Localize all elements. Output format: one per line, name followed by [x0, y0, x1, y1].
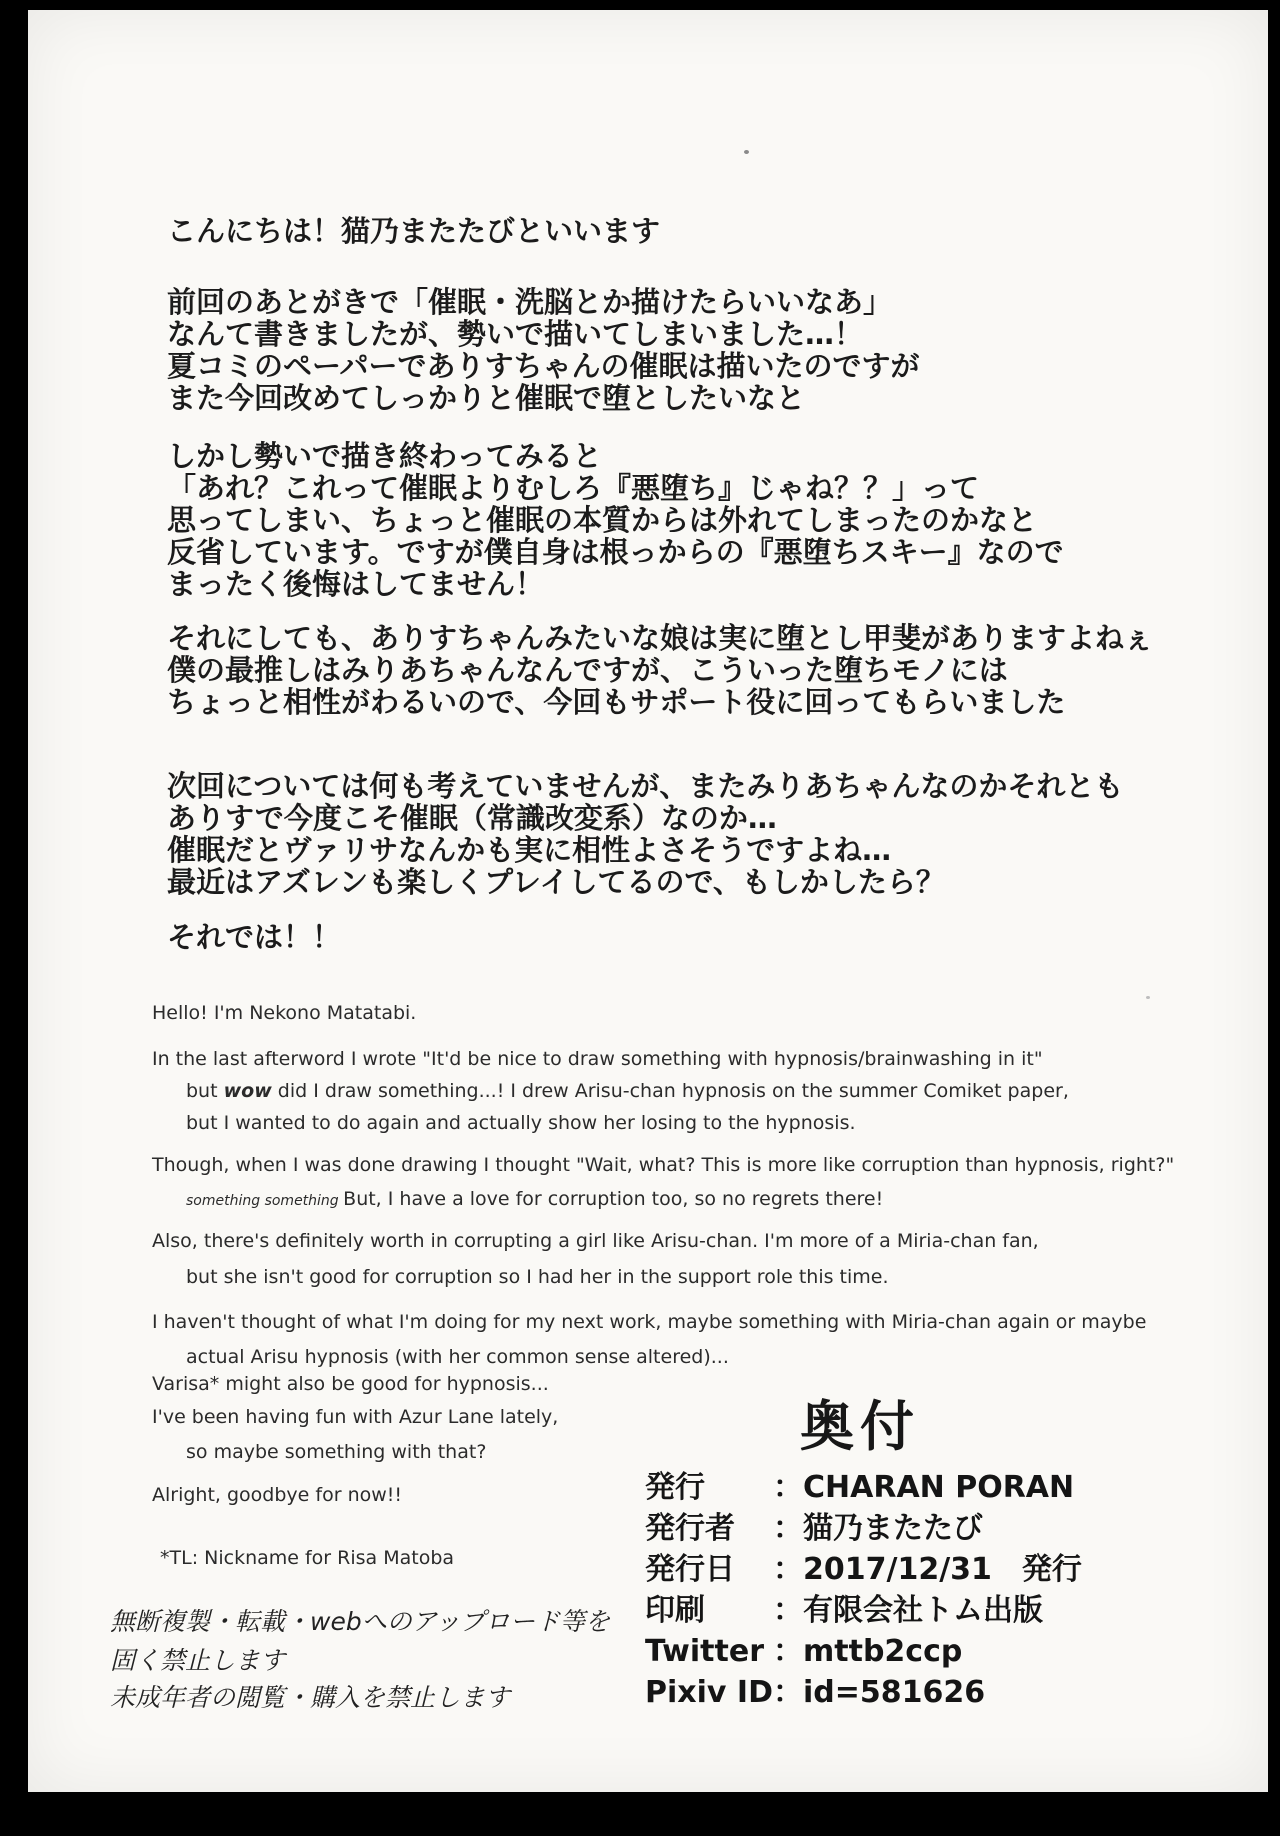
- en-text-line: [152, 1483, 402, 1507]
- en-text-segment: but: [186, 1080, 224, 1102]
- jp-text-line: まったく後悔はしてません！: [167, 567, 545, 601]
- en-text-segment: wow: [223, 1080, 272, 1102]
- colophon-value: CHARAN PORAN: [803, 1470, 1075, 1505]
- en-text-line: [186, 1345, 729, 1369]
- scan-speck: [1146, 996, 1150, 999]
- jp-text-line: ちょっと相性がわるいので、今回もサポート役に回ってもらいました: [167, 685, 1066, 719]
- jp-text-line: 前回のあとがきで「催眠・洗脳とか描けたらいいなあ」: [167, 285, 893, 319]
- jp-text-line: それにしても、ありすちゃんみたいな娘は実に堕とし甲斐がありますよねぇ: [167, 621, 1154, 655]
- scan-speck: [744, 150, 749, 154]
- en-text-segment: In the last afterword I wrote "It'd be nice to draw something with hypnosis/brainwashing in it": [152, 1048, 1043, 1070]
- en-text-line: [186, 1265, 889, 1289]
- colophon-title: 奥付: [800, 1395, 920, 1458]
- en-text-segment: Hello! I'm Nekono Matatabi.: [152, 1002, 417, 1024]
- jp-text-line: 僕の最推しはみりあちゃんなんですが、こういった堕ちモノには: [167, 653, 1008, 687]
- en-text-line: [152, 1405, 558, 1429]
- en-text-line: [152, 1372, 549, 1396]
- colophon-value: 猫乃またたび: [803, 1511, 983, 1546]
- colophon-value: 有限会社トム出版: [803, 1593, 1043, 1628]
- colophon-separator: ：: [773, 1675, 803, 1710]
- en-text-line: [186, 1440, 486, 1464]
- copyright-warning-line: 固く禁止します: [110, 1646, 286, 1675]
- colophon-label: 発行日: [645, 1552, 735, 1587]
- en-text-segment: I haven't thought of what I'm doing for my next work, maybe something with Miria-chan again or maybe: [152, 1311, 1147, 1333]
- en-text-segment: But, I have a love for corruption too, so no regrets there!: [343, 1188, 884, 1210]
- en-text-line: [152, 1153, 1174, 1177]
- colophon-separator: ：: [773, 1511, 803, 1546]
- colophon-row: [645, 1470, 1082, 1511]
- colophon-row: [645, 1634, 1082, 1675]
- en-text-segment: but she isn't good for corruption so I had her in the support role this time.: [186, 1266, 889, 1288]
- en-text-line: [152, 1310, 1146, 1334]
- en-text-segment: actual Arisu hypnosis (with her common sense altered)...: [186, 1346, 729, 1368]
- jp-paragraph: [167, 921, 341, 953]
- en-text-segment: Alright, goodbye for now!!: [152, 1484, 403, 1506]
- jp-text-line: 次回については何も考えていませんが、またみりあちゃんなのかそれとも: [167, 769, 1124, 803]
- colophon-value: 2017/12/31 発行: [803, 1552, 1082, 1587]
- jp-paragraph: [167, 440, 1064, 600]
- jp-text-line: しかし勢いで描き終わってみると: [167, 439, 602, 473]
- en-text-segment: something something: [186, 1193, 344, 1209]
- colophon-label: Twitter: [645, 1634, 764, 1669]
- en-text-line: [186, 1079, 1069, 1103]
- colophon-label: Pixiv ID: [645, 1675, 773, 1710]
- jp-paragraph: [167, 286, 920, 414]
- jp-paragraph: [167, 622, 1153, 718]
- en-text-line: [160, 1546, 454, 1570]
- jp-text-line: こんにちは！猫乃またたびといいます: [167, 214, 661, 248]
- colophon-separator: ：: [773, 1634, 803, 1669]
- jp-paragraph: [167, 770, 1123, 898]
- jp-paragraph: [167, 215, 660, 247]
- colophon-row: [645, 1593, 1082, 1634]
- en-text-line: [186, 1111, 856, 1135]
- en-text-segment: Though, when I was done drawing I thought "Wait, what? This is more like corruption than hypnosis, right?": [152, 1154, 1175, 1176]
- jp-text-line: 催眠だとヴァリサなんかも実に相性よさそうですよね…: [167, 833, 892, 867]
- jp-text-line: また今回改めてしっかりと催眠で堕としたいなと: [167, 381, 806, 415]
- jp-text-line: ありすで今度こそ催眠（常識改変系）なのか…: [167, 801, 777, 835]
- copyright-warning-line: 未成年者の閲覧・購入を禁止します: [110, 1683, 511, 1712]
- jp-text-line: 反省しています。ですが僕自身は根っからの『悪堕ちスキー』なので: [167, 535, 1064, 569]
- jp-text-line: 「あれ？これって催眠よりむしろ『悪堕ち』じゃね？？」って: [167, 471, 980, 505]
- en-text-line: [186, 1187, 883, 1213]
- en-text-line: [152, 1047, 1043, 1071]
- jp-text-line: 夏コミのペーパーでありすちゃんの催眠は描いたのですが: [167, 349, 920, 383]
- colophon-rows: [645, 1470, 1082, 1716]
- colophon-separator: ：: [773, 1470, 803, 1505]
- jp-text-line: なんて書きましたが、勢いで描いてしまいました…！: [167, 317, 864, 351]
- colophon-value: mttb2ccp: [803, 1634, 963, 1669]
- en-text-segment: Also, there's definitely worth in corrupting a girl like Arisu-chan. I'm more of a Miria-chan fan,: [152, 1230, 1039, 1252]
- copyright-warning-line: 無断複製・転載・webへのアップロード等を: [110, 1607, 610, 1636]
- colophon-row: [645, 1552, 1082, 1593]
- en-text-line: [152, 1001, 416, 1025]
- jp-text-line: 最近はアズレンも楽しくプレイしてるので、もしかしたら？: [167, 865, 945, 899]
- colophon-label: 発行: [645, 1470, 705, 1505]
- jp-text-line: それでは！！: [167, 920, 342, 954]
- en-text-line: [152, 1229, 1039, 1253]
- colophon-separator: ：: [773, 1552, 803, 1587]
- jp-text-line: 思ってしまい、ちょっと催眠の本質からは外れてしまったのかなと: [167, 503, 1038, 537]
- en-text-segment: *TL: Nickname for Risa Matoba: [160, 1547, 455, 1569]
- en-text-segment: Varisa* might also be good for hypnosis...: [152, 1373, 549, 1395]
- colophon-row: [645, 1511, 1082, 1552]
- en-text-segment: so maybe something with that?: [186, 1441, 487, 1463]
- colophon-value: id=581626: [803, 1675, 986, 1710]
- colophon-label: 発行者: [645, 1511, 735, 1546]
- en-text-segment: but I wanted to do again and actually show her losing to the hypnosis.: [186, 1112, 856, 1134]
- colophon-label: 印刷: [645, 1593, 705, 1628]
- en-text-segment: I've been having fun with Azur Lane lately,: [152, 1406, 559, 1428]
- en-text-segment: did I draw something...! I drew Arisu-chan hypnosis on the summer Comiket paper,: [271, 1080, 1069, 1102]
- colophon-row: [645, 1675, 1082, 1716]
- colophon-separator: ：: [773, 1593, 803, 1628]
